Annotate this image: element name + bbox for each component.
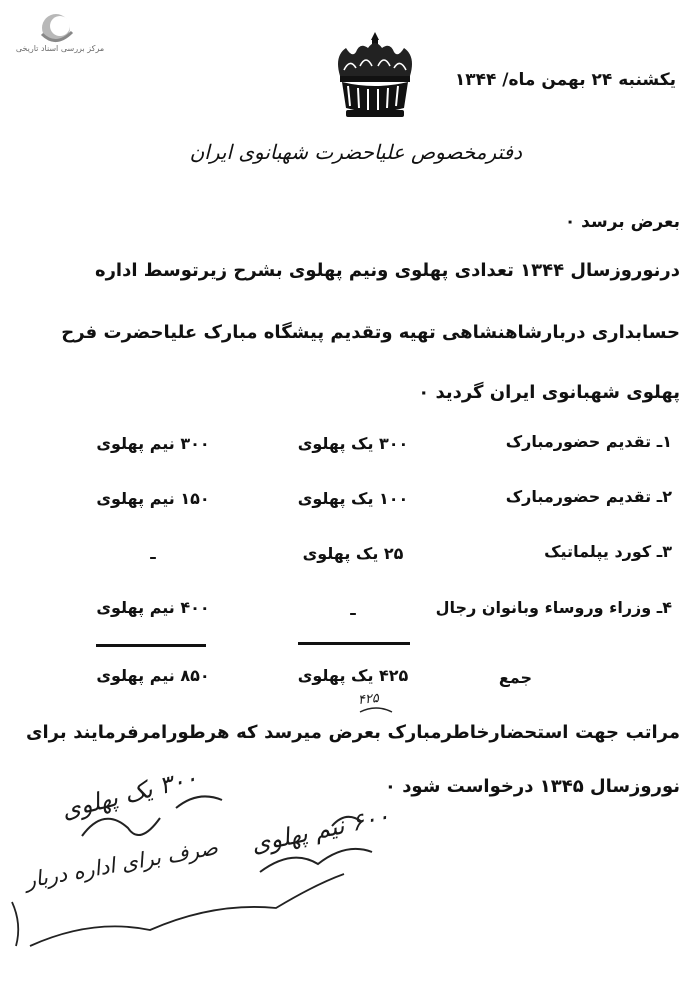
crown-emblem [330,30,420,122]
table-row-half-coins: ۳۰۰ نیم پهلوی [96,434,210,453]
total-rule-half [96,644,206,647]
total-label: جمع [498,668,532,687]
handwritten-strokes [0,700,700,990]
handwritten-note-half-coins: ۶۰۰ نیم پهلوی [248,801,393,859]
table-row-full-coins: ۱۰۰ یک پهلوی [297,489,409,508]
table-row-full-coins: ـ [350,600,356,619]
table-row-label: ۲ـ تقدیم حضورمبارک [505,487,672,506]
table-row-full-coins: ۲۵ یک پهلوی [302,544,404,563]
salutation: بعرض برسد ۰ [564,212,680,232]
paragraph-line-2: حسابداری دربارشاهنشاهی تهیه وتقدیم پیشگاه مبارک علیاحضرت فرح [61,322,680,343]
table-row-full-coins: ۳۰۰ یک پهلوی [297,434,409,453]
total-half-coins: ۸۵۰ نیم پهلوی [96,666,210,685]
archive-watermark-text: مرکز بررسی اسناد تاریخی [15,44,105,53]
crown-icon [330,30,420,122]
table-row-half-coins: ۴۰۰ نیم پهلوی [96,598,210,617]
handwritten-total-note: ۴۲۵ [357,690,380,709]
total-rule-full [298,642,410,645]
table-row-label: ۳ـ کورد یپلماتیک [544,542,672,561]
paragraph-line-4: مراتب جهت استحضارخاطرمبارک بعرض میرسد که هرطورامرفرمایند برای [26,722,680,743]
handwritten-note-instruction: صرف برای اداره دربار [23,835,220,893]
paragraph-line-5: نوروزسال ۱۳۴۵ درخواست شود ۰ [384,776,680,797]
total-full-coins: ۴۲۵ یک پهلوی [297,666,409,685]
table-row-half-coins: ـ [150,544,156,563]
office-title: دفترمخصوص علیاحضرت شهبانوی ایران [189,140,522,164]
table-row-half-coins: ۱۵۰ نیم پهلوی [96,489,210,508]
paragraph-line-1: درنوروزسال ۱۳۴۴ تعدادی پهلوی ونیم پهلوی بشرح زیرتوسط اداره [94,260,680,281]
table-row-label: ۴ـ وزراء وروساء وبانوان رجال [435,598,672,617]
table-row-label: ۱ـ تقدیم حضورمبارک [505,432,672,451]
handwritten-note-full-coins: ۳۰۰ یک پهلوی [58,763,201,825]
letter-date: یکشنبه ۲۴ بهمن ماه/ ۱۳۴۴ [454,70,676,90]
paragraph-line-3: پهلوی شهبانوی ایران گردید ۰ [418,382,680,403]
